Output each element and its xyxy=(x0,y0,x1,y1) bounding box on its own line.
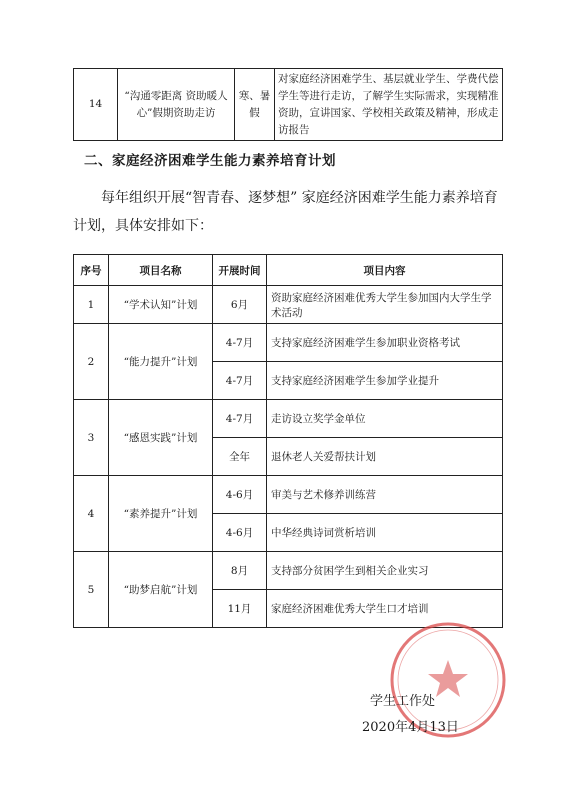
item-time: 4-7月 xyxy=(213,324,267,362)
item-time: 4-6月 xyxy=(213,514,267,552)
item-content: 支持家庭经济困难学生参加职业资格考试 xyxy=(267,324,503,362)
row-content: 对家庭经济困难学生、基层就业学生、学费代偿学生等进行走访，了解学生实际需求，实现精准资助，宣讲国家、学校相关政策及精神，形成走访报告 xyxy=(275,69,503,141)
table-row xyxy=(74,286,503,324)
item-content: 中华经典诗词赏析培训 xyxy=(267,514,503,552)
item-content: 走访设立奖学金单位 xyxy=(267,400,503,438)
row-name: “沟通零距离 资助暖人心”假期资助走访 xyxy=(118,69,235,141)
item-time: 4-7月 xyxy=(213,400,267,438)
row-index: 14 xyxy=(74,69,118,141)
table-header-row xyxy=(74,255,503,286)
group-index: 1 xyxy=(74,286,109,324)
group-name: “感恩实践”计划 xyxy=(109,400,213,476)
table-row xyxy=(74,69,503,141)
item-content: 家庭经济困难优秀大学生口才培训 xyxy=(267,590,503,628)
item-time: 8月 xyxy=(213,552,267,590)
item-time: 11月 xyxy=(213,590,267,628)
section-title: 二、家庭经济困难学生能力素养培育计划 xyxy=(84,153,336,169)
item-time: 6月 xyxy=(213,286,267,324)
group-index: 4 xyxy=(74,476,109,552)
header-name: 项目名称 xyxy=(109,255,213,286)
table-row xyxy=(74,400,503,438)
previous-table xyxy=(73,68,503,141)
section-intro: 每年组织开展“智青春、逐梦想” 家庭经济困难学生能力素养培育计划，具体安排如下： xyxy=(73,190,498,234)
item-content: 资助家庭经济困难优秀大学生参加国内大学生学术活动 xyxy=(267,286,503,324)
item-content: 审美与艺术修养训练营 xyxy=(267,476,503,514)
item-content: 退休老人关爱帮扶计划 xyxy=(267,438,503,476)
table-row xyxy=(74,552,503,590)
group-index: 3 xyxy=(74,400,109,476)
group-name: “学术认知”计划 xyxy=(109,286,213,324)
signature-date: 2020年4月13日 xyxy=(362,720,459,735)
group-name: “助梦启航”计划 xyxy=(109,552,213,628)
table-row xyxy=(74,476,503,514)
item-content: 支持家庭经济困难学生参加学业提升 xyxy=(267,362,503,400)
header-content: 项目内容 xyxy=(267,255,503,286)
item-time: 4-6月 xyxy=(213,476,267,514)
header-index: 序号 xyxy=(74,255,109,286)
signature-org: 学生工作处 xyxy=(370,694,436,709)
group-name: “素养提升”计划 xyxy=(109,476,213,552)
item-time: 4-7月 xyxy=(213,362,267,400)
group-index: 2 xyxy=(74,324,109,400)
group-index: 5 xyxy=(74,552,109,628)
item-content: 支持部分贫困学生到相关企业实习 xyxy=(267,552,503,590)
table-row xyxy=(74,324,503,362)
item-time: 全年 xyxy=(213,438,267,476)
group-name: “能力提升”计划 xyxy=(109,324,213,400)
row-time: 寒、暑假 xyxy=(235,69,275,141)
header-time: 开展时间 xyxy=(213,255,267,286)
plan-table xyxy=(73,254,503,628)
